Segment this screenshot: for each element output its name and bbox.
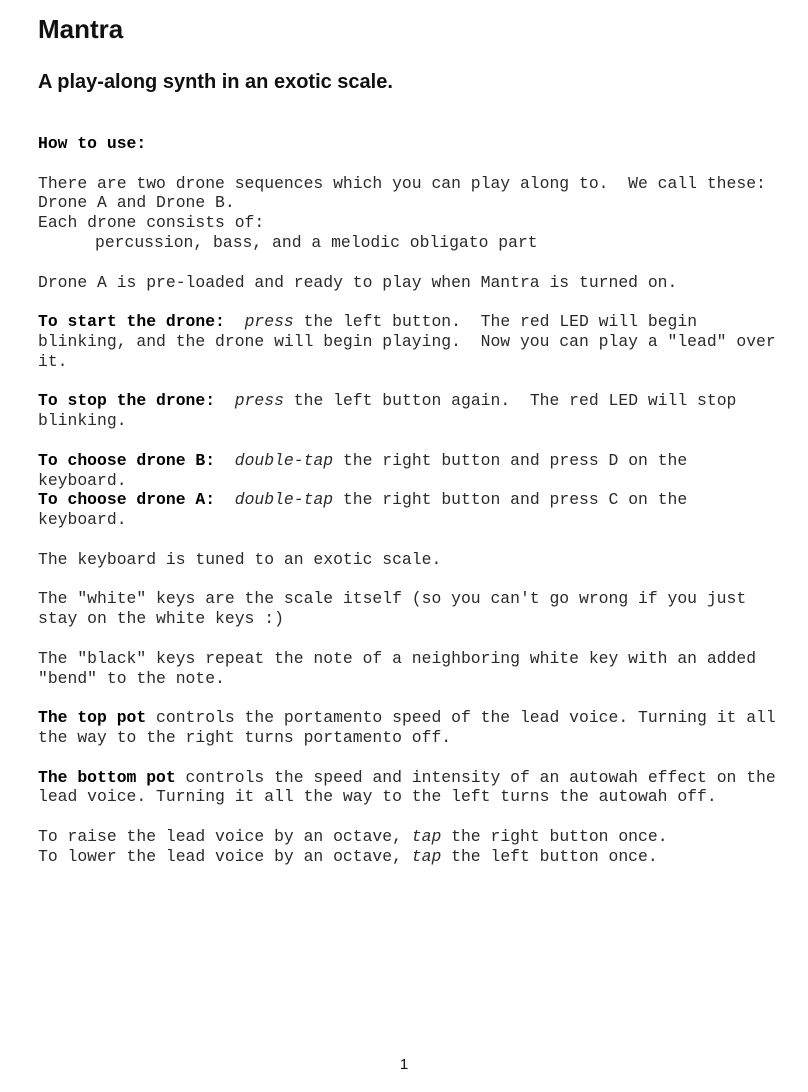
- start-drone-text: the left button. The red LED will begin blinking, and the drone will begin playing. Now you can play a "lead" over it.: [38, 312, 786, 371]
- octave-paragraph: [38, 827, 778, 867]
- choose-drone-paragraph: [38, 451, 778, 530]
- stop-drone-text: the left button again. The red LED will stop blinking.: [38, 391, 747, 431]
- white-keys-paragraph: The "white" keys are the scale itself (so you can't go wrong if you just stay on the white keys :): [38, 589, 757, 629]
- page-number: 1: [399, 1056, 409, 1073]
- start-drone-paragraph: [38, 312, 786, 371]
- document-title: Mantra: [38, 14, 124, 44]
- how-to-use-heading: [38, 134, 778, 154]
- choose-drone-a-label: To choose drone A:: [38, 490, 216, 510]
- keyboard-tuned-paragraph: The keyboard is tuned to an exotic scale.: [38, 549, 442, 569]
- top-pot-label: The top pot: [38, 708, 147, 728]
- bottom-pot-paragraph: [38, 767, 786, 808]
- lower-octave-action: tap: [411, 846, 442, 866]
- lower-octave-post: the left button once.: [441, 846, 658, 866]
- intro-text: There are two drone sequences which you can play along to. We call these: Drone A and Drone B.: [38, 173, 776, 213]
- choose-drone-b-label: To choose drone B:: [38, 450, 216, 470]
- instructions-body: [38, 134, 786, 886]
- stop-drone-action: press: [234, 391, 284, 411]
- choose-drone-a-line: [38, 490, 778, 530]
- start-drone-action: press: [244, 312, 294, 332]
- bottom-pot-label: The bottom pot: [38, 767, 176, 787]
- black-keys-paragraph: The "black" keys repeat the note of a neighboring white key with an added "bend" to the note.: [38, 648, 766, 688]
- intro-consists: Each drone consists of:: [38, 213, 265, 233]
- bottom-pot-text: controls the speed and intensity of an autowah effect on the lead voice. Turning it all the way to the left turns the autowah off.: [38, 767, 786, 807]
- raise-octave-action: tap: [411, 826, 442, 846]
- stop-drone-paragraph: [38, 391, 778, 431]
- stop-drone-label: To stop the drone:: [38, 391, 216, 411]
- document-subtitle: A play-along synth in an exotic scale.: [38, 71, 393, 93]
- raise-octave-line: [38, 827, 778, 847]
- choose-drone-a-action: double-tap: [234, 490, 334, 510]
- top-pot-text: controls the portamento speed of the lead voice. Turning it all the way to the right turns portamento off.: [38, 708, 786, 747]
- choose-drone-a-text: the right button and press C on the keyboard.: [38, 490, 698, 530]
- intro-parts: percussion, bass, and a melodic obligato part: [95, 232, 538, 252]
- raise-octave-pre: To raise the lead voice by an octave,: [38, 826, 412, 846]
- intro-paragraph: [38, 174, 778, 253]
- top-pot-paragraph: [38, 708, 786, 748]
- choose-drone-b-line: [38, 451, 778, 491]
- choose-drone-b-action: double-tap: [234, 450, 334, 470]
- how-to-use-label: How to use:: [38, 134, 147, 153]
- preloaded-paragraph: Drone A is pre-loaded and ready to play when Mantra is turned on.: [38, 272, 678, 292]
- lower-octave-pre: To lower the lead voice by an octave,: [38, 846, 412, 866]
- lower-octave-line: [38, 847, 778, 867]
- start-drone-label: To start the drone:: [38, 312, 225, 332]
- choose-drone-b-text: the right button and press D on the keyboard.: [38, 450, 698, 490]
- raise-octave-post: the right button once.: [441, 826, 668, 846]
